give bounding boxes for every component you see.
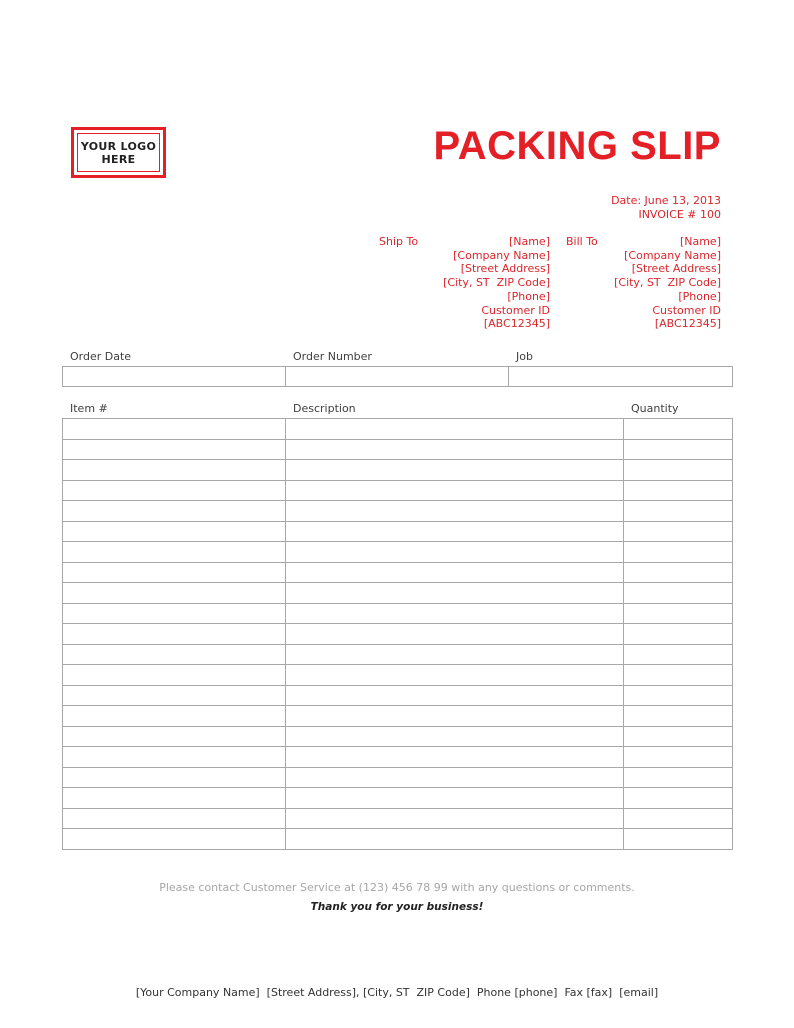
ship-to-line: [Company Name]: [453, 248, 550, 262]
description-cell[interactable]: [286, 419, 624, 440]
description-cell[interactable]: [286, 706, 624, 727]
quantity-cell[interactable]: [624, 603, 733, 624]
item-number-cell[interactable]: [63, 788, 286, 809]
bill-to-line: [Name]: [679, 235, 721, 248]
item-row: [63, 501, 733, 522]
bill-to-line: [City, ST ZIP Code]: [614, 276, 721, 290]
item-row: [63, 685, 733, 706]
item-row: [63, 562, 733, 583]
description-cell[interactable]: [286, 808, 624, 829]
description-cell[interactable]: [286, 767, 624, 788]
company-logo-placeholder: [71, 127, 166, 178]
job-label: Job: [516, 350, 533, 363]
item-row: [63, 542, 733, 563]
ship-to-line: [City, ST ZIP Code]: [443, 276, 550, 290]
logo-text: [79, 140, 159, 166]
job-field[interactable]: [509, 367, 733, 387]
item-row: [63, 726, 733, 747]
description-cell[interactable]: [286, 603, 624, 624]
item-number-cell[interactable]: [63, 460, 286, 481]
bill-to-line: [Company Name]: [624, 248, 721, 262]
description-cell[interactable]: [286, 644, 624, 665]
item-number-cell[interactable]: [63, 829, 286, 850]
quantity-cell[interactable]: [624, 521, 733, 542]
quantity-cell[interactable]: [624, 665, 733, 686]
item-number-cell[interactable]: [63, 603, 286, 624]
quantity-cell[interactable]: [624, 542, 733, 563]
item-row: [63, 747, 733, 768]
quantity-cell[interactable]: [624, 726, 733, 747]
description-cell[interactable]: [286, 685, 624, 706]
item-row: [63, 788, 733, 809]
item-row: [63, 644, 733, 665]
quantity-cell[interactable]: [624, 624, 733, 645]
item-number-cell[interactable]: [63, 501, 286, 522]
description-cell[interactable]: [286, 542, 624, 563]
ship-to-line: [ABC12345]: [483, 317, 550, 331]
document-title: PACKING SLIP: [433, 124, 721, 168]
ship-to-line: Customer ID: [481, 303, 550, 317]
item-number-cell[interactable]: [63, 808, 286, 829]
item-number-cell[interactable]: [63, 521, 286, 542]
description-cell[interactable]: [286, 439, 624, 460]
quantity-cell[interactable]: [624, 644, 733, 665]
description-cell[interactable]: [286, 562, 624, 583]
customer-service-note: Please contact Customer Service at (123) 456 78 99 with any questions or comments.: [159, 881, 635, 894]
quantity-cell[interactable]: [624, 747, 733, 768]
description-header: Description: [293, 402, 356, 415]
description-cell[interactable]: [286, 665, 624, 686]
description-cell[interactable]: [286, 501, 624, 522]
quantity-cell[interactable]: [624, 439, 733, 460]
item-number-cell[interactable]: [63, 767, 286, 788]
item-number-cell[interactable]: [63, 419, 286, 440]
description-cell[interactable]: [286, 624, 624, 645]
quantity-cell[interactable]: [624, 706, 733, 727]
order-date-label: Order Date: [70, 350, 132, 363]
quantity-header: Quantity: [631, 402, 679, 415]
ship-to-label: Ship To: [379, 235, 419, 248]
quantity-cell[interactable]: [624, 767, 733, 788]
items-table: [62, 418, 733, 850]
bill-to-label: Bill To: [566, 235, 598, 248]
bill-to-line: [Phone]: [678, 289, 721, 303]
order-info-table: [62, 366, 733, 387]
item-number-cell[interactable]: [63, 665, 286, 686]
item-number-cell[interactable]: [63, 624, 286, 645]
item-row: [63, 419, 733, 440]
item-number-cell[interactable]: [63, 747, 286, 768]
bill-to-line: [ABC12345]: [654, 317, 721, 331]
quantity-cell[interactable]: [624, 808, 733, 829]
description-cell[interactable]: [286, 788, 624, 809]
item-number-cell[interactable]: [63, 726, 286, 747]
description-cell[interactable]: [286, 480, 624, 501]
item-row: [63, 480, 733, 501]
bill-to-line: Customer ID: [652, 303, 721, 317]
quantity-cell[interactable]: [624, 419, 733, 440]
quantity-cell[interactable]: [624, 460, 733, 481]
item-row: [63, 521, 733, 542]
logo-line-2: HERE: [101, 152, 136, 166]
item-row: [63, 706, 733, 727]
item-row: [63, 460, 733, 481]
item-row: [63, 829, 733, 850]
quantity-cell[interactable]: [624, 501, 733, 522]
company-contact-line: [Your Company Name] [Street Address], [City, ST ZIP Code] Phone [phone] Fax [fax] [email]: [135, 986, 659, 999]
description-cell[interactable]: [286, 460, 624, 481]
order-info-row: [63, 367, 733, 387]
invoice-meta: [611, 194, 721, 222]
bill-to-line: [Street Address]: [631, 262, 721, 276]
invoice-number: INVOICE # 100: [638, 208, 721, 221]
item-number-cell[interactable]: [63, 542, 286, 563]
description-cell[interactable]: [286, 747, 624, 768]
ship-to-line: [Name]: [508, 235, 550, 248]
bill-to-address: [614, 235, 721, 331]
order-date-field[interactable]: [63, 367, 286, 387]
invoice-date: Date: June 13, 2013: [611, 194, 721, 207]
thank-you-note: Thank you for your business!: [310, 901, 484, 913]
item-row: [63, 767, 733, 788]
order-number-label: Order Number: [293, 350, 372, 363]
quantity-cell[interactable]: [624, 788, 733, 809]
description-cell[interactable]: [286, 583, 624, 604]
quantity-cell[interactable]: [624, 583, 733, 604]
item-number-cell[interactable]: [63, 685, 286, 706]
quantity-cell[interactable]: [624, 829, 733, 850]
item-number-header: Item #: [70, 402, 108, 415]
ship-to-line: [Phone]: [507, 289, 550, 303]
quantity-cell[interactable]: [624, 562, 733, 583]
ship-to-address: [443, 235, 550, 331]
item-row: [63, 808, 733, 829]
order-number-field[interactable]: [286, 367, 509, 387]
item-row: [63, 583, 733, 604]
item-row: [63, 665, 733, 686]
item-row: [63, 439, 733, 460]
item-number-cell[interactable]: [63, 583, 286, 604]
item-number-cell[interactable]: [63, 706, 286, 727]
quantity-cell[interactable]: [624, 480, 733, 501]
item-number-cell[interactable]: [63, 480, 286, 501]
quantity-cell[interactable]: [624, 685, 733, 706]
item-number-cell[interactable]: [63, 644, 286, 665]
ship-to-line: [Street Address]: [460, 262, 550, 276]
description-cell[interactable]: [286, 829, 624, 850]
items-table-body: [63, 419, 733, 850]
item-number-cell[interactable]: [63, 562, 286, 583]
description-cell[interactable]: [286, 521, 624, 542]
logo-line-1: YOUR LOGO: [80, 139, 157, 153]
item-row: [63, 603, 733, 624]
item-row: [63, 624, 733, 645]
item-number-cell[interactable]: [63, 439, 286, 460]
description-cell[interactable]: [286, 726, 624, 747]
